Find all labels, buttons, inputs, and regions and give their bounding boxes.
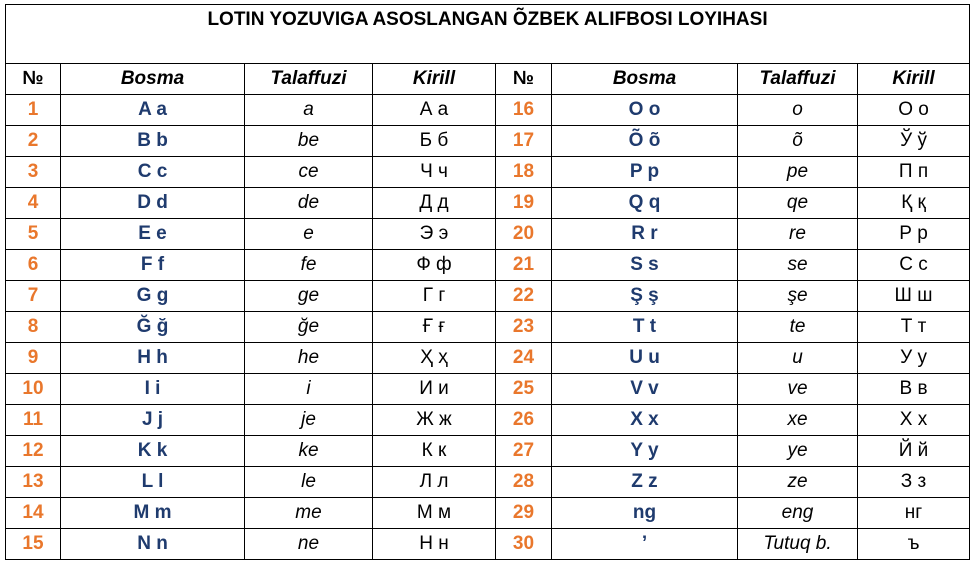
letter-kirill: Ч ч — [373, 157, 496, 188]
letter-bosma: ’ — [552, 529, 738, 560]
letter-talaffuzi: şe — [738, 281, 858, 312]
header-bosma-left: Bosma — [61, 64, 245, 95]
letter-kirill: А а — [373, 95, 496, 126]
letter-number: 10 — [6, 374, 61, 405]
letter-kirill: Ҳ ҳ — [373, 343, 496, 374]
letter-bosma: I i — [61, 374, 245, 405]
header-row — [6, 64, 970, 95]
letter-bosma: Õ õ — [552, 126, 738, 157]
table-row — [6, 374, 970, 405]
letter-kirill: Қ қ — [858, 188, 970, 219]
letter-number: 7 — [6, 281, 61, 312]
letter-bosma: V v — [552, 374, 738, 405]
letter-kirill: Р р — [858, 219, 970, 250]
letter-number: 9 — [6, 343, 61, 374]
letter-number: 18 — [496, 157, 552, 188]
letter-kirill: Х х — [858, 405, 970, 436]
letter-talaffuzi: a — [245, 95, 373, 126]
letter-bosma: Y y — [552, 436, 738, 467]
letter-number: 26 — [496, 405, 552, 436]
page-title: LOTIN YOZUVIGA ASOSLANGAN ÕZBEK ALIFBOSI LOYIHASI — [207, 9, 768, 30]
letter-bosma: G g — [61, 281, 245, 312]
letter-bosma: K k — [61, 436, 245, 467]
letter-number: 2 — [6, 126, 61, 157]
letter-bosma: Z z — [552, 467, 738, 498]
letter-talaffuzi: me — [245, 498, 373, 529]
letter-kirill: Ш ш — [858, 281, 970, 312]
letter-kirill: Б б — [373, 126, 496, 157]
table-row — [6, 343, 970, 374]
letter-number: 15 — [6, 529, 61, 560]
letter-bosma: N n — [61, 529, 245, 560]
table-row — [6, 405, 970, 436]
title-cell — [6, 5, 970, 64]
letter-talaffuzi: de — [245, 188, 373, 219]
letter-kirill: Т т — [858, 312, 970, 343]
letter-talaffuzi: u — [738, 343, 858, 374]
letter-bosma: F f — [61, 250, 245, 281]
letter-kirill: П п — [858, 157, 970, 188]
letter-bosma: ng — [552, 498, 738, 529]
letter-number: 14 — [6, 498, 61, 529]
letter-number: 20 — [496, 219, 552, 250]
letter-kirill: Э э — [373, 219, 496, 250]
letter-talaffuzi: ve — [738, 374, 858, 405]
letter-talaffuzi: eng — [738, 498, 858, 529]
letter-kirill: С с — [858, 250, 970, 281]
header-number-right: № — [496, 64, 552, 95]
letter-bosma: O o — [552, 95, 738, 126]
table-row — [6, 529, 970, 560]
letter-kirill: нг — [858, 498, 970, 529]
letter-talaffuzi: je — [245, 405, 373, 436]
letter-bosma: X x — [552, 405, 738, 436]
letter-talaffuzi: ğe — [245, 312, 373, 343]
letter-talaffuzi: fe — [245, 250, 373, 281]
letter-kirill: У у — [858, 343, 970, 374]
letter-kirill: Л л — [373, 467, 496, 498]
letter-talaffuzi: e — [245, 219, 373, 250]
letter-talaffuzi: o — [738, 95, 858, 126]
letter-number: 5 — [6, 219, 61, 250]
letter-talaffuzi: ne — [245, 529, 373, 560]
letter-number: 28 — [496, 467, 552, 498]
letter-kirill: ъ — [858, 529, 970, 560]
letter-talaffuzi: te — [738, 312, 858, 343]
letter-talaffuzi: ce — [245, 157, 373, 188]
letter-number: 22 — [496, 281, 552, 312]
letter-kirill: Ж ж — [373, 405, 496, 436]
table-row — [6, 467, 970, 498]
letter-number: 8 — [6, 312, 61, 343]
letter-bosma: J j — [61, 405, 245, 436]
letter-kirill: Н н — [373, 529, 496, 560]
table-row — [6, 281, 970, 312]
letter-bosma: M m — [61, 498, 245, 529]
letter-talaffuzi: i — [245, 374, 373, 405]
letter-number: 29 — [496, 498, 552, 529]
letter-bosma: T t — [552, 312, 738, 343]
letter-number: 3 — [6, 157, 61, 188]
header-bosma-right: Bosma — [552, 64, 738, 95]
letter-number: 30 — [496, 529, 552, 560]
letter-kirill: И и — [373, 374, 496, 405]
letter-bosma: P p — [552, 157, 738, 188]
letter-bosma: E e — [61, 219, 245, 250]
letter-talaffuzi: xe — [738, 405, 858, 436]
letter-number: 1 — [6, 95, 61, 126]
letter-talaffuzi: le — [245, 467, 373, 498]
table-row — [6, 95, 970, 126]
letter-number: 25 — [496, 374, 552, 405]
letter-talaffuzi: he — [245, 343, 373, 374]
letter-talaffuzi: pe — [738, 157, 858, 188]
letter-talaffuzi: se — [738, 250, 858, 281]
alphabet-table — [5, 4, 970, 560]
letter-kirill: Й й — [858, 436, 970, 467]
letter-number: 16 — [496, 95, 552, 126]
letter-kirill: Ғ ғ — [373, 312, 496, 343]
letter-number: 17 — [496, 126, 552, 157]
letter-kirill: Д д — [373, 188, 496, 219]
header-talaffuzi-left: Talaffuzi — [245, 64, 373, 95]
header-number-left: № — [6, 64, 61, 95]
letter-number: 4 — [6, 188, 61, 219]
table-row — [6, 126, 970, 157]
letter-kirill: З з — [858, 467, 970, 498]
letter-talaffuzi: ke — [245, 436, 373, 467]
letter-number: 23 — [496, 312, 552, 343]
letter-talaffuzi: ye — [738, 436, 858, 467]
letter-bosma: L l — [61, 467, 245, 498]
table-row — [6, 250, 970, 281]
header-talaffuzi-right: Talaffuzi — [738, 64, 858, 95]
letter-bosma: Q q — [552, 188, 738, 219]
header-kirill-left: Kirill — [373, 64, 496, 95]
letter-kirill: Ў ў — [858, 126, 970, 157]
letter-kirill: Г г — [373, 281, 496, 312]
letter-bosma: S s — [552, 250, 738, 281]
letter-number: 11 — [6, 405, 61, 436]
letter-bosma: Ğ ğ — [61, 312, 245, 343]
table-row — [6, 436, 970, 467]
letter-number: 13 — [6, 467, 61, 498]
letter-talaffuzi: Tutuq b. — [738, 529, 858, 560]
letter-talaffuzi: õ — [738, 126, 858, 157]
letter-bosma: A a — [61, 95, 245, 126]
letter-bosma: R r — [552, 219, 738, 250]
letter-talaffuzi: qe — [738, 188, 858, 219]
letter-bosma: Ş ş — [552, 281, 738, 312]
table-row — [6, 219, 970, 250]
letter-number: 21 — [496, 250, 552, 281]
table-row — [6, 157, 970, 188]
letter-bosma: C c — [61, 157, 245, 188]
letter-kirill: Ф ф — [373, 250, 496, 281]
letter-talaffuzi: be — [245, 126, 373, 157]
letter-talaffuzi: re — [738, 219, 858, 250]
letter-bosma: H h — [61, 343, 245, 374]
letter-bosma: B b — [61, 126, 245, 157]
letter-number: 6 — [6, 250, 61, 281]
letter-kirill: О о — [858, 95, 970, 126]
table-row — [6, 498, 970, 529]
letter-bosma: U u — [552, 343, 738, 374]
header-kirill-right: Kirill — [858, 64, 970, 95]
letter-number: 12 — [6, 436, 61, 467]
letter-number: 24 — [496, 343, 552, 374]
letter-kirill: М м — [373, 498, 496, 529]
letter-number: 27 — [496, 436, 552, 467]
table-row — [6, 312, 970, 343]
letter-talaffuzi: ge — [245, 281, 373, 312]
letter-talaffuzi: ze — [738, 467, 858, 498]
letter-kirill: К к — [373, 436, 496, 467]
letter-bosma: D d — [61, 188, 245, 219]
letter-kirill: В в — [858, 374, 970, 405]
letter-number: 19 — [496, 188, 552, 219]
table-row — [6, 188, 970, 219]
